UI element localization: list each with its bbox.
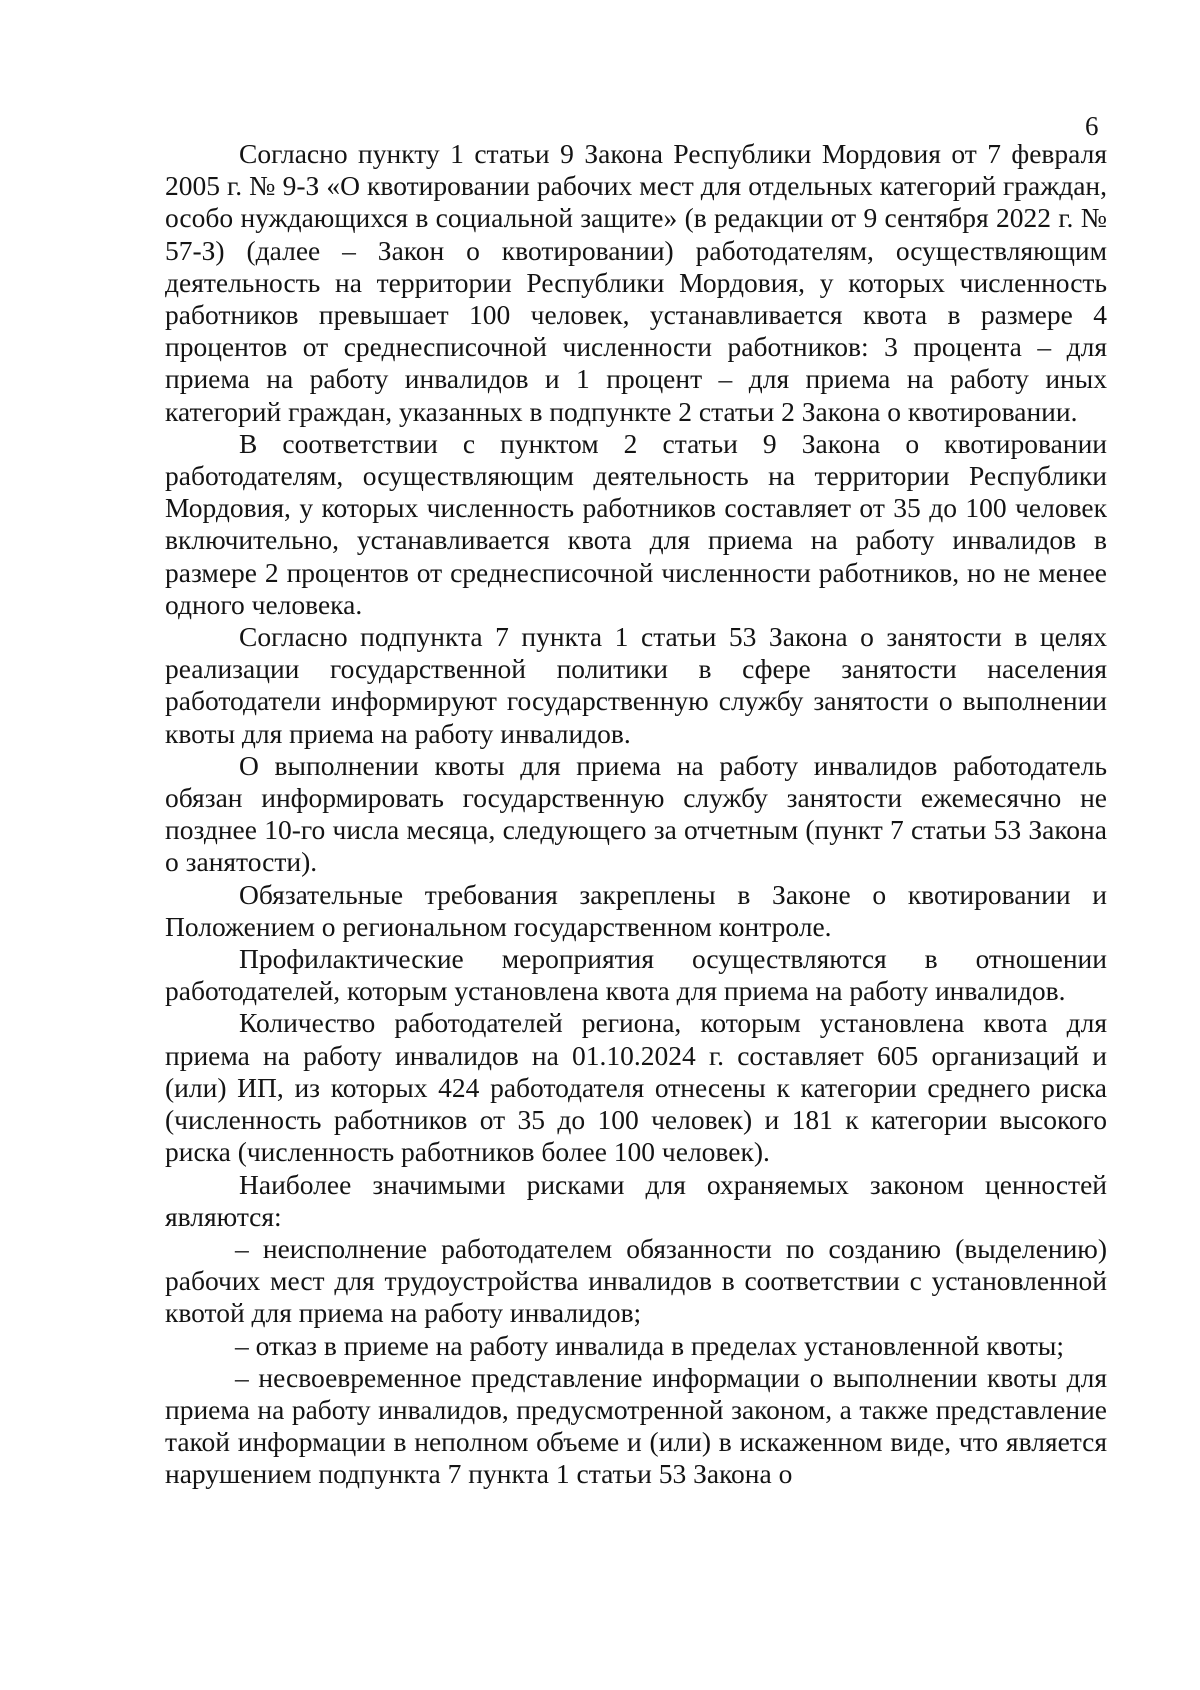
paragraph-quota-large-employers: Согласно пункту 1 статьи 9 Закона Республики Мордовия от 7 февраля 2005 г. № 9-З «О квотировании рабочих мест для отдельных категорий граждан, особо нуждающихся в социальной защите» (в редакции от 9 сентября 2022 г. № 57-З) (далее – Закон о квотировании) работодателям, осуществляющим деятельность на территории Республики Мордовия, у которых численность работников превышает 100 человек, устанавливается квота в размере 4 процентов от среднесписочной численности работников: 3 процента – для приема на работу инвалидов и 1 процент – для приема на работу иных категорий граждан, указанных в подпункте 2 статьи 2 Закона о квотировании.	[165, 138, 1107, 427]
risk-list-item: – неисполнение работодателем обязанности по созданию (выделению) рабочих мест для трудоустройства инвалидов в соответствии с установленной квотой для приема на работу инвалидов;	[165, 1232, 1107, 1329]
paragraph-reporting-deadline: О выполнении квоты для приема на работу инвалидов работодатель обязан информировать государственную службу занятости ежемесячно не позднее 10-го числа месяца, следующего за отчетным (пункт 7 статьи 53 Закона о занятости).	[165, 749, 1107, 878]
paragraph-risks-intro: Наиболее значимыми рисками для охраняемых законом ценностей являются:	[165, 1168, 1107, 1232]
paragraph-employer-count: Количество работодателей региона, которым установлена квота для приема на работу инвалидов на 01.10.2024 г. составляет 605 организаций и (или) ИП, из которых 424 работодателя отнесены к категории среднего риска (численность работников от 35 до 100 человек) и 181 к категории высокого риска (численность работников более 100 человек).	[165, 1007, 1107, 1168]
risk-list-item: – отказ в приеме на работу инвалида в пределах установленной квоты;	[235, 1329, 1064, 1361]
paragraph-preventive-measures: Профилактические мероприятия осуществляются в отношении работодателей, которым установлена квота для приема на работу инвалидов.	[165, 943, 1107, 1007]
page-number: 6	[1085, 111, 1099, 141]
paragraph-employer-reporting: Согласно подпункта 7 пункта 1 статьи 53 Закона о занятости в целях реализации государственной политики в сфере занятости населения работодатели информируют государственную службу занятости о выполнении квоты для приема на работу инвалидов.	[165, 621, 1107, 749]
risk-list-item: – несвоевременное представление информации о выполнении квоты для приема на работу инвалидов, предусмотренной законом, а также представление такой информации в неполном объеме и (или) в искаженном виде, что является нарушением подпункта 7 пункта 1 статьи 53 Закона о	[165, 1361, 1107, 1490]
document-body	[165, 138, 1107, 1491]
paragraph-mandatory-requirements: Обязательные требования закреплены в Законе о квотировании и Положением о региональном государственном контроле.	[165, 878, 1107, 942]
paragraph-quota-medium-employers: В соответствии с пунктом 2 статьи 9 Закона о квотировании работодателям, осуществляющим деятельность на территории Республики Мордовия, у которых численность работников составляет от 35 до 100 человек включительно, устанавливается квота для приема на работу инвалидов в размере 2 процентов от среднесписочной численности работников, но не менее одного человека.	[165, 427, 1107, 620]
